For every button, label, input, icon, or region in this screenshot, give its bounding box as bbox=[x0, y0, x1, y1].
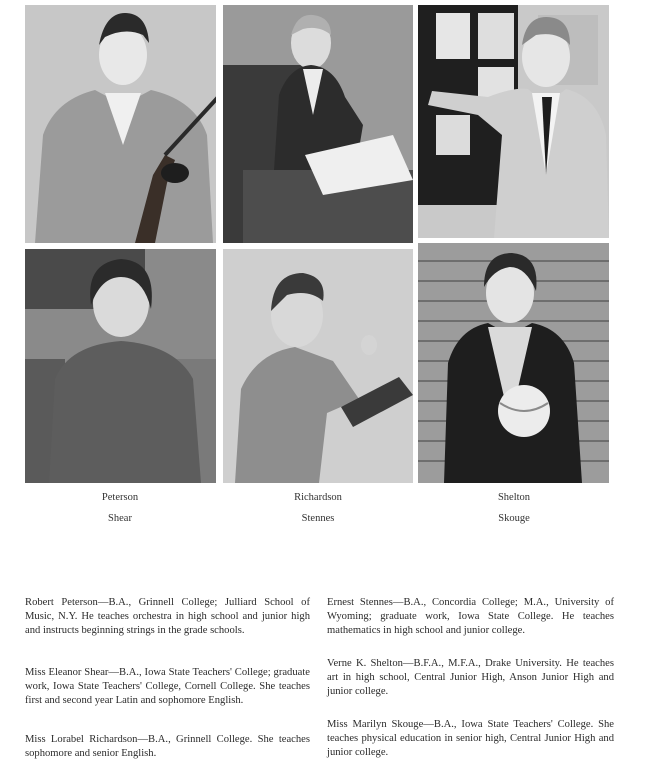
photo-shelton bbox=[418, 5, 609, 238]
caption-richardson: Richardson bbox=[294, 492, 342, 503]
bio-shelton: Verne K. Shelton—B.F.A., M.F.A., Drake University. He teaches art in high school, Central Junior High, Anson Junior High and junior college. bbox=[327, 658, 614, 698]
caption-skouge: Skouge bbox=[498, 513, 530, 524]
bio-peterson: Robert Peterson—B.A., Grinnell College; Julliard School of Music, N.Y. He teaches orchestra in high school and junior high and instructs beginning strings in the grade schools. bbox=[25, 597, 310, 637]
photo-richardson bbox=[25, 249, 216, 483]
bio-shear: Miss Eleanor Shear—B.A., Iowa State Teachers' College; graduate work, Iowa State Teachers' College, Cornell College. She teaches first and second year Latin and sophomore English. bbox=[25, 667, 310, 707]
caption-col-1 bbox=[50, 487, 190, 529]
caption-shelton: Shelton bbox=[497, 492, 531, 503]
caption-col-2 bbox=[248, 487, 388, 529]
caption-col-3 bbox=[444, 487, 584, 529]
photo-skouge bbox=[418, 243, 609, 483]
caption-peterson: Peterson bbox=[101, 492, 139, 503]
bio-stennes: Ernest Stennes—B.A., Concordia College; M.A., University of Wyoming; graduate work, Iowa State College. He teaches mathematics in high school and junior college. bbox=[327, 597, 614, 637]
photo-peterson bbox=[25, 5, 216, 243]
bio-skouge: Miss Marilyn Skouge—B.A., Iowa State Teachers' College. She teaches physical education in senior high, Central Junior High and junior college. bbox=[327, 719, 614, 759]
bio-richardson: Miss Lorabel Richardson—B.A., Grinnell College. She teaches sophomore and senior English. bbox=[25, 734, 310, 760]
photo-shear bbox=[223, 5, 413, 243]
photo-stennes bbox=[223, 249, 413, 483]
caption-shear: Shear bbox=[108, 513, 132, 524]
caption-stennes: Stennes bbox=[301, 513, 335, 524]
